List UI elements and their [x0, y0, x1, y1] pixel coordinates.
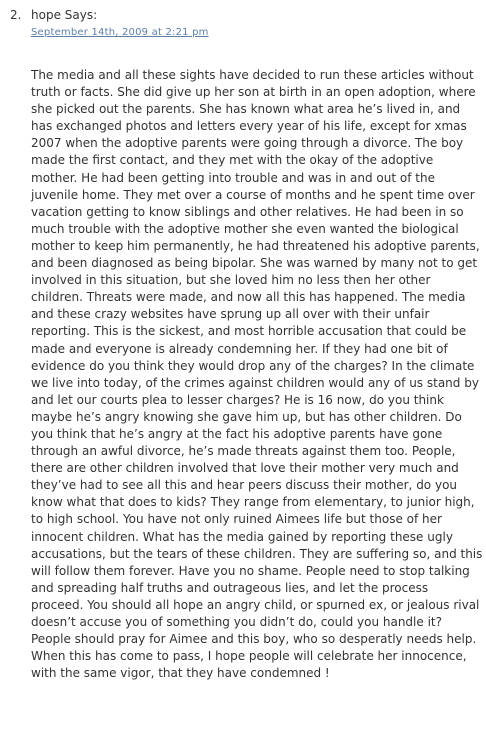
- comment-says: Says:: [64, 8, 98, 22]
- comment-author: hope: [31, 8, 61, 22]
- comment-date-link[interactable]: September 14th, 2009 at 2:21 pm: [31, 27, 209, 38]
- comment-number: 2.: [10, 8, 22, 22]
- comment-author-line: [31, 8, 97, 22]
- comment-body: The media and all these sights have decided to run these articles without truth or facts. She did give up her son at birth in an open adoption, where she picked out the parents. She has known what area he’s lived in, and has exchanged photos and letters every year of his life, except for xmas 2007 when the adoptive parents were going through a divorce. The boy made the first contact, and they met with the okay of the adoptive mother. He had been getting into trouble and was in and out of the juvenile home. They met over a course of months and he spent time over vacation getting to know siblings and other relatives. He had been in so much trouble with the adoptive mother she even wanted the biological mother to keep him permanently, he had threatened his adoptive parents, and been diagnosed as being bipolar. She was warned by many not to get involved in this situation, but she loved him no less then her other children. Threats were made, and now all this has happened. The media and these crazy websites have sprung up all over with their unfair reporting. This is the sickest, and most horrible accusation that could be made and everyone is already condemning her. If they had one bit of evidence do you think they would drop any of the charges? In the climate we live into today, of the crimes against children would any of us stand by and let our courts plea to lesser charges? He is 16 now, do you think maybe he’s angry knowing she gave him up, but has other children. Do you think that he’s angry at the fact his adoptive parents have gone through an awful divorce, he’s made threats against them too. People, there are other children involved that love their mother very much and they’ve had to see all this and hear peers discuss their mother, do you know what that does to kids? They range from elementary, to junior high, to high school. You have not only ruined Aimees life but those of her innocent children. What has the media gained by reporting these ugly accusations, but the tears of these children. They are suffering so, and this will follow them forever. Have you no shame. People need to stop talking and spreading half truths and outrageous lies, and let the process proceed. You should all hope an angry child, or spurned ex, or jealous rival doesn’t accuse you of something you didn’t do, could you handle it? People should pray for Aimee and this boy, who so desperatly needs help. When this has come to pass, I hope people will celebrate her innocence, with the same vigor, that they have condemned !: [31, 68, 483, 681]
